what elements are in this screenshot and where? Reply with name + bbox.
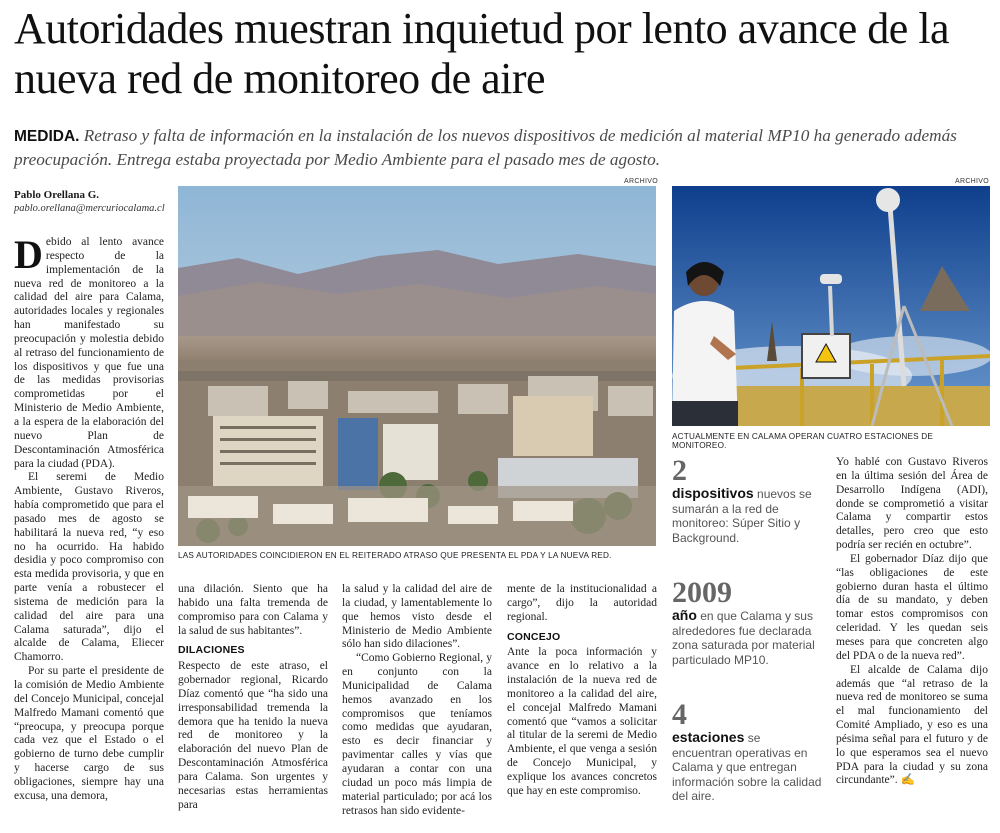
stat-text: nuevos se sumarán a la red de monitoreo: Súper Sitio y Background.	[672, 487, 812, 545]
station-photo	[672, 186, 990, 426]
body-column-2	[178, 583, 328, 813]
photo-credit: ARCHIVO	[624, 178, 658, 185]
paragraph: El gobernador Díaz dijo que “las obligaciones de este gobierno duran hasta el último día de su mandato, y deben tomar estos compromisos con celeridad. Y les quedan seis meses para que concreten algo del PDA o de la nueva red”.	[836, 552, 988, 662]
stat-number: 2	[672, 454, 687, 487]
paragraph: la salud y la calidad del aire de la ciudad, y lamentablemente lo que hemos visto desde el Ministerio de Medio Ambiente sólo han sido dilaciones”.	[342, 583, 492, 651]
stat-text: se encuentran operativas en Calama y que entregan información sobre la calidad del aire.	[672, 731, 822, 803]
paragraph: El seremi de Medio Ambiente, Gustavo Riveros, había comprometido que para el pasado mes de agosto se habilitará la nueva red, “y eso no ha ocurrido. Ha habido desidia y poco compromiso con esta medida provisoria, y que en parte venía a robustecer el sistema de medición para la calidad del aire para una Calama saturada”, dijo el alcalde de Calama, Eliecer Chamorro.	[14, 471, 164, 664]
paragraph: mente de la institucionalidad a cargo”, dijo la autoridad regional.	[507, 583, 657, 623]
stat-block	[672, 578, 822, 667]
stat-block	[672, 456, 822, 545]
stat-text: en que Calama y sus alrededores fue declarada zona saturada por material particulado MP10.	[672, 609, 815, 667]
city-photo-caption: LAS AUTORIDADES COINCIDIERON EN EL REITERADO ATRASO QUE PRESENTA EL PDA Y LA NUEVA RED.	[178, 551, 612, 560]
body-column-1	[14, 232, 164, 804]
monitoring-station-image	[672, 186, 990, 426]
paragraph: “Como Gobierno Regional, y en conjunto con la Municipalidad de Calama hemos avanzado en los compromisos que teníamos como medidas que ayudaran, esto es decir financiar y pavimentar calles y vías que ayudaran a contar con una ciudad un poco más limpia de material particulado; por acá los retrasos han sido evidente-	[342, 652, 492, 817]
paragraph: Ante la poca información y avance en lo relativo a la instalación de la nueva red de monitoreo a la calidad del aire, el concejal Malfredo Mamani comentó que “vamos a solicitar al titular de la seremi de Medio Ambiente, el que venga a sesión de Concejo Municipal, y explique los avances concretos que hay en este compromiso.	[507, 646, 657, 797]
stat-number: 2009	[672, 576, 732, 609]
paragraph: Yo hablé con Gustavo Riveros en la última sesión del Área de Desarrollo Indígena (ADI), donde se comprometió a visitar Calama y compartir estos detalles, pero creo que esto podría ser recién en octubre”.	[836, 456, 988, 552]
station-photo-caption: ACTUALMENTE EN CALAMA OPERAN CUATRO ESTACIONES DE MONITOREO.	[672, 432, 934, 450]
author-email: pablo.orellana@mercuriocalama.cl	[14, 203, 165, 214]
deck-text: Retraso y falta de información en la instalación de los nuevos dispositivos de medición al material MP10 ha generado además preocupación. Entrega estaba proyectada por Medio Ambiente para el pasado mes de agosto.	[14, 126, 957, 169]
deck	[14, 124, 989, 171]
calama-city-image	[178, 186, 656, 546]
body-column-4	[507, 583, 657, 799]
photo-credit: ARCHIVO	[955, 178, 989, 185]
paragraph: Por su parte el presidente de la comisión de Medio Ambiente del Concejo Municipal, concejal Malfredo Mamani comentó que “preocupa, y preocupa porque cada vez que el Estado o el gobierno de turno debe cumplir y hacerse cargo de sus obligaciones, siempre hay una excusa, una demora,	[14, 665, 164, 802]
paragraph: una dilación. Siento que ha habido una falta tremenda de compromiso para con Calama y la salud de sus habitantes”.	[178, 583, 328, 637]
stat-keyword: dispositivos	[672, 485, 754, 501]
body-column-3	[342, 583, 492, 818]
stat-keyword: año	[672, 607, 697, 623]
headline: Autoridades muestran inquietud por lento avance de la nueva red de monitoreo de aire	[14, 4, 950, 103]
deck-label: MEDIDA.	[14, 128, 80, 145]
subhead-concejo: CONCEJO	[507, 630, 561, 643]
stat-block	[672, 700, 822, 804]
stat-number: 4	[672, 698, 687, 731]
paragraph: El alcalde de Calama dijo además que “al retraso de la nueva red de monitoreo se suma el mal funcionamiento del Comité Ampliado, y eso es una pésima señal para el futuro y de lo que esperamos sea el nuevo PDA para la ciudad y su zona circundante”. ✍	[836, 663, 988, 787]
body-column-6	[836, 456, 988, 788]
paragraph: Respecto de este atraso, el gobernador regional, Ricardo Díaz comentó que “ha sido una irresponsabilidad tremenda la demora que ha tenido la nueva red de monitoreo y la elaboración del nuevo Plan de Descontaminación Atmosférica para Calama. Son urgentes y necesarias estas herramientas para	[178, 660, 328, 811]
subhead-dilaciones: DILACIONES	[178, 644, 245, 657]
city-photo	[178, 186, 656, 546]
author-name: Pablo Orellana G.	[14, 189, 100, 201]
stat-keyword: estaciones	[672, 729, 745, 745]
drop-cap: D	[14, 232, 43, 277]
paragraph: ebido al lento avance respecto de la implementación de la nueva red de monitoreo a la calidad del aire para Calama, autoridades locales y regionales han manifestado su preocupación y molestia debido al retraso del funcionamiento de los dispositivos y que fue una de las medidas provisorias comprometidas por el Ministerio de Medio Ambiente, a la espera de la elaboración del nuevo Plan de Descontaminación Atmosférica para la ciudad (PDA).	[14, 236, 164, 470]
byline	[14, 188, 174, 216]
